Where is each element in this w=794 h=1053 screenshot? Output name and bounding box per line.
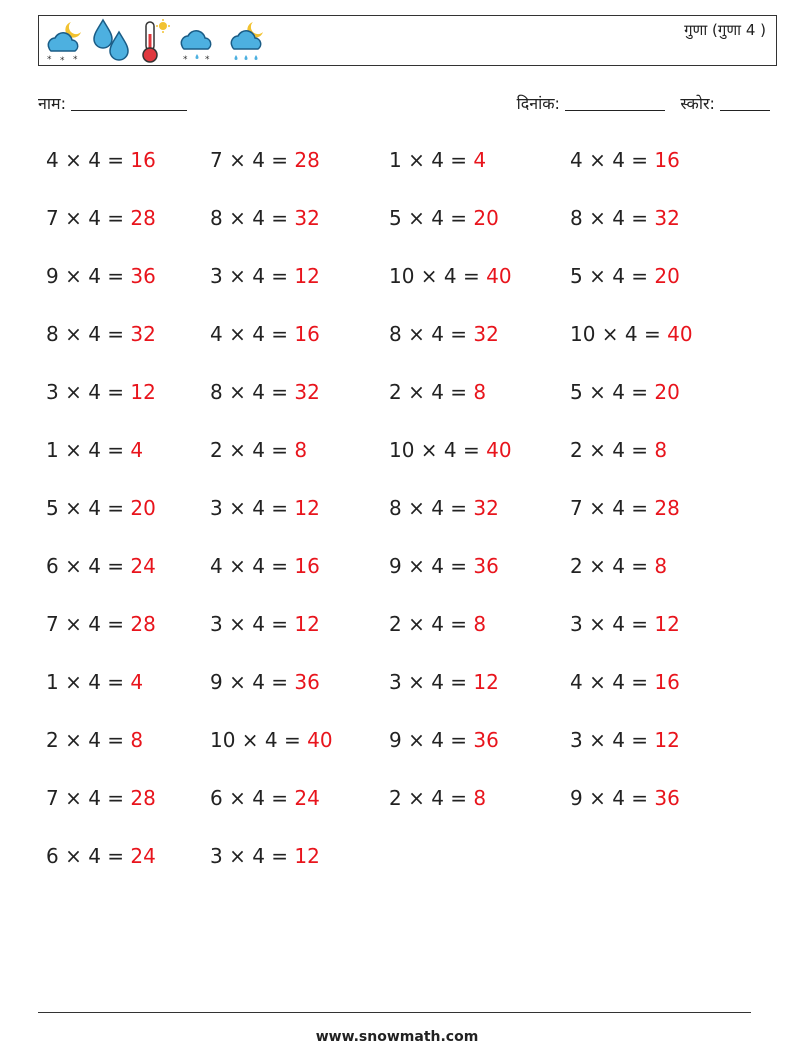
- problem-answer: 20: [654, 380, 680, 404]
- problem-item: [570, 438, 667, 462]
- problem-answer: 32: [294, 380, 320, 404]
- problem-question: 3 × 4 =: [46, 380, 131, 404]
- problem-answer: 8: [654, 438, 668, 462]
- problem-item: [46, 438, 143, 462]
- problem-item: [210, 496, 320, 520]
- problem-answer: 28: [130, 612, 156, 636]
- problem-item: [46, 844, 156, 868]
- problem-question: 10 × 4 =: [570, 322, 668, 346]
- problem-question: 4 × 4 =: [210, 322, 295, 346]
- problem-answer: 32: [130, 322, 156, 346]
- problem-question: 6 × 4 =: [210, 786, 295, 810]
- problem-item: [570, 728, 680, 752]
- problem-item: [210, 206, 320, 230]
- problem-question: 6 × 4 =: [46, 844, 131, 868]
- problem-question: 7 × 4 =: [46, 612, 131, 636]
- problem-item: [46, 206, 156, 230]
- problem-question: 10 × 4 =: [389, 438, 487, 462]
- problem-question: 10 × 4 =: [210, 728, 308, 752]
- problem-answer: 24: [130, 844, 156, 868]
- problem-answer: 4: [130, 438, 144, 462]
- problem-question: 2 × 4 =: [389, 786, 474, 810]
- problem-question: 7 × 4 =: [46, 786, 131, 810]
- problem-question: 2 × 4 =: [46, 728, 131, 752]
- problem-item: [389, 554, 499, 578]
- problem-question: 4 × 4 =: [570, 670, 655, 694]
- problem-answer: 16: [654, 148, 680, 172]
- problem-answer: 20: [654, 264, 680, 288]
- name-label: नाम:: [38, 94, 66, 113]
- problem-answer: 12: [294, 844, 320, 868]
- problem-question: 6 × 4 =: [46, 554, 131, 578]
- problem-answer: 36: [654, 786, 680, 810]
- problem-answer: 12: [294, 264, 320, 288]
- problem-question: 7 × 4 =: [210, 148, 295, 172]
- problem-item: [570, 380, 680, 404]
- problem-item: [210, 264, 320, 288]
- problem-answer: 36: [294, 670, 320, 694]
- problem-answer: 40: [486, 438, 512, 462]
- problem-answer: 32: [294, 206, 320, 230]
- problem-question: 8 × 4 =: [389, 496, 474, 520]
- problem-item: [389, 496, 499, 520]
- problem-item: [389, 206, 499, 230]
- problem-answer: 16: [294, 322, 320, 346]
- problem-answer: 16: [654, 670, 680, 694]
- problem-question: 10 × 4 =: [389, 264, 487, 288]
- problem-question: 1 × 4 =: [46, 438, 131, 462]
- problem-item: [46, 148, 156, 172]
- problem-question: 3 × 4 =: [210, 496, 295, 520]
- problem-item: [210, 786, 320, 810]
- problem-question: 9 × 4 =: [46, 264, 131, 288]
- problem-answer: 12: [473, 670, 499, 694]
- problem-item: [210, 612, 320, 636]
- problem-question: 3 × 4 =: [210, 844, 295, 868]
- problem-answer: 24: [294, 786, 320, 810]
- problem-question: 2 × 4 =: [210, 438, 295, 462]
- problem-item: [210, 844, 320, 868]
- date-label: दिनांक:: [516, 94, 560, 113]
- worksheet-title: गुणा (गुणा 4 ): [684, 21, 766, 39]
- problem-item: [570, 206, 680, 230]
- problem-question: 8 × 4 =: [389, 322, 474, 346]
- problem-item: [210, 438, 307, 462]
- problem-item: [389, 728, 499, 752]
- problem-answer: 36: [473, 728, 499, 752]
- problem-question: 9 × 4 =: [210, 670, 295, 694]
- problem-item: [570, 670, 680, 694]
- problem-answer: 28: [654, 496, 680, 520]
- problem-answer: 12: [294, 496, 320, 520]
- problem-answer: 20: [473, 206, 499, 230]
- problem-item: [210, 380, 320, 404]
- problem-item: [570, 554, 667, 578]
- problem-item: [210, 670, 320, 694]
- problem-answer: 16: [294, 554, 320, 578]
- problem-question: 2 × 4 =: [389, 380, 474, 404]
- svg-text:*: *: [73, 55, 78, 64]
- problem-item: [46, 786, 156, 810]
- problem-item: [570, 322, 693, 346]
- problem-answer: 40: [486, 264, 512, 288]
- problem-question: 4 × 4 =: [570, 148, 655, 172]
- problem-answer: 4: [473, 148, 487, 172]
- problem-question: 4 × 4 =: [46, 148, 131, 172]
- problem-item: [210, 148, 320, 172]
- problem-answer: 28: [130, 206, 156, 230]
- problem-item: [389, 322, 499, 346]
- problem-item: [389, 264, 512, 288]
- problem-question: 9 × 4 =: [389, 554, 474, 578]
- problem-answer: 24: [130, 554, 156, 578]
- problem-answer: 40: [667, 322, 693, 346]
- problem-answer: 8: [130, 728, 144, 752]
- problem-item: [210, 322, 320, 346]
- svg-text:*: *: [205, 55, 210, 64]
- problem-question: 3 × 4 =: [210, 612, 295, 636]
- problem-question: 2 × 4 =: [570, 554, 655, 578]
- problem-question: 3 × 4 =: [210, 264, 295, 288]
- problem-answer: 4: [130, 670, 144, 694]
- problem-answer: 28: [294, 148, 320, 172]
- problem-answer: 8: [473, 612, 487, 636]
- footer-url: www.snowmath.com: [315, 1029, 479, 1045]
- problem-question: 8 × 4 =: [570, 206, 655, 230]
- problem-question: 7 × 4 =: [570, 496, 655, 520]
- problem-answer: 20: [130, 496, 156, 520]
- problem-answer: 32: [654, 206, 680, 230]
- problem-question: 5 × 4 =: [46, 496, 131, 520]
- problem-item: [389, 148, 486, 172]
- problem-answer: 12: [130, 380, 156, 404]
- problem-answer: 8: [473, 786, 487, 810]
- problem-answer: 32: [473, 496, 499, 520]
- problem-answer: 16: [130, 148, 156, 172]
- problem-question: 1 × 4 =: [389, 148, 474, 172]
- problem-item: [210, 728, 333, 752]
- problem-question: 8 × 4 =: [46, 322, 131, 346]
- problem-question: 4 × 4 =: [210, 554, 295, 578]
- problem-answer: 36: [130, 264, 156, 288]
- problem-answer: 40: [307, 728, 333, 752]
- problem-question: 7 × 4 =: [46, 206, 131, 230]
- problem-item: [570, 148, 680, 172]
- problem-question: 8 × 4 =: [210, 206, 295, 230]
- problem-item: [389, 380, 486, 404]
- problem-item: [46, 612, 156, 636]
- problem-item: [389, 786, 486, 810]
- svg-text:*: *: [47, 55, 52, 64]
- problem-question: 2 × 4 =: [389, 612, 474, 636]
- problem-answer: 12: [294, 612, 320, 636]
- problem-answer: 12: [654, 728, 680, 752]
- problem-answer: 8: [473, 380, 487, 404]
- footer-divider: [38, 1012, 751, 1013]
- problem-question: 1 × 4 =: [46, 670, 131, 694]
- problem-item: [389, 438, 512, 462]
- problem-item: [46, 554, 156, 578]
- problem-item: [46, 670, 143, 694]
- problem-question: 3 × 4 =: [570, 728, 655, 752]
- svg-text:*: *: [60, 56, 65, 64]
- problem-question: 3 × 4 =: [389, 670, 474, 694]
- problem-item: [46, 728, 143, 752]
- problem-item: [389, 670, 499, 694]
- problem-item: [570, 786, 680, 810]
- problem-item: [46, 322, 156, 346]
- problem-question: 3 × 4 =: [570, 612, 655, 636]
- svg-text:*: *: [183, 55, 188, 64]
- problem-item: [210, 554, 320, 578]
- problem-answer: 8: [294, 438, 308, 462]
- problem-item: [570, 496, 680, 520]
- problem-question: 5 × 4 =: [389, 206, 474, 230]
- problem-item: [46, 496, 156, 520]
- problem-question: 8 × 4 =: [210, 380, 295, 404]
- problem-item: [570, 264, 680, 288]
- problem-answer: 36: [473, 554, 499, 578]
- problem-question: 5 × 4 =: [570, 264, 655, 288]
- problem-item: [389, 612, 486, 636]
- problem-question: 9 × 4 =: [389, 728, 474, 752]
- score-label: स्कोर:: [680, 94, 715, 113]
- problem-answer: 32: [473, 322, 499, 346]
- problem-question: 9 × 4 =: [570, 786, 655, 810]
- problem-item: [46, 264, 156, 288]
- problem-item: [46, 380, 156, 404]
- problem-answer: 8: [654, 554, 668, 578]
- problem-answer: 28: [130, 786, 156, 810]
- problem-item: [570, 612, 680, 636]
- problem-question: 5 × 4 =: [570, 380, 655, 404]
- problem-question: 2 × 4 =: [570, 438, 655, 462]
- problem-answer: 12: [654, 612, 680, 636]
